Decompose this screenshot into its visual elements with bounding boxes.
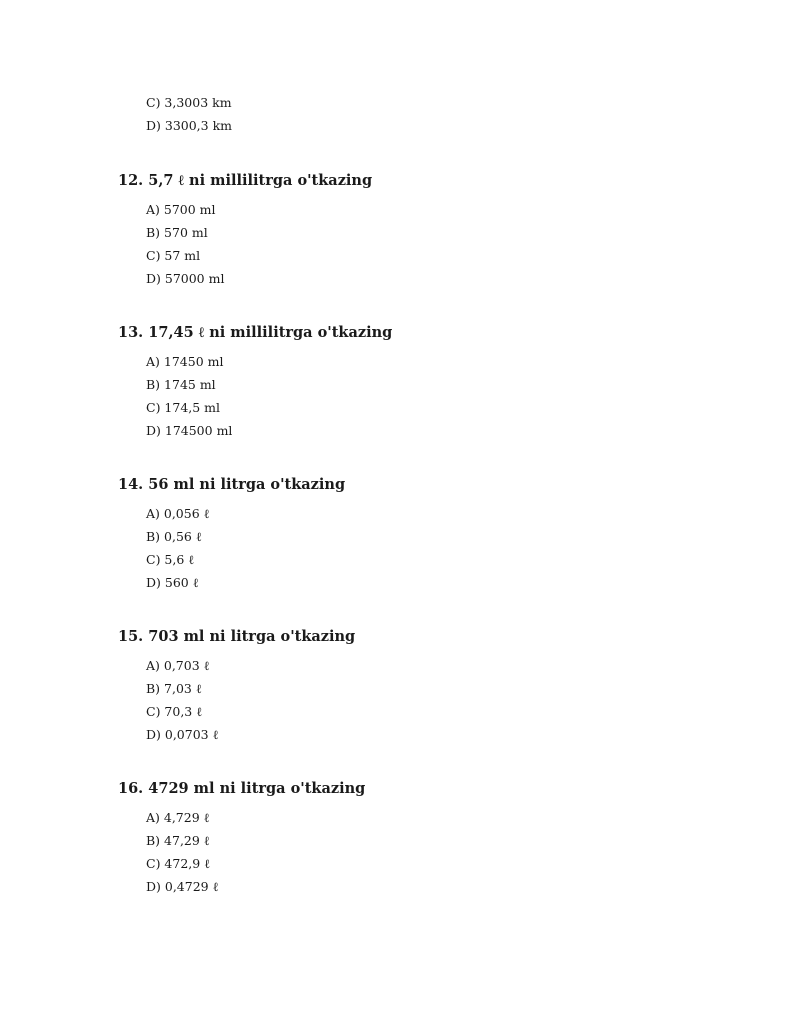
option-a: A) 5700 ml [146,202,216,217]
option-c: C) 3,3003 km [146,95,232,110]
answer-options [146,502,345,594]
option-d: D) 174500 ml [146,423,233,438]
previous-question-options [146,91,232,137]
answer-options [146,350,392,442]
option-c: C) 70,3 ℓ [146,704,203,719]
option-d: D) 560 ℓ [146,575,199,590]
option-a: A) 0,056 ℓ [146,506,210,521]
option-c: C) 472,9 ℓ [146,856,211,871]
option-a: A) 4,729 ℓ [146,810,210,825]
question-13 [118,322,392,442]
option-d: D) 0,0703 ℓ [146,727,219,742]
question-title: 16. 4729 ml ni litrga o'tkazing [118,780,366,797]
question-14 [118,474,345,594]
question-16 [118,778,365,898]
option-b: B) 7,03 ℓ [146,681,202,696]
option-d: D) 3300,3 km [146,118,233,133]
option-d: D) 0,4729 ℓ [146,879,219,894]
answer-options [146,806,365,898]
answer-options [146,198,372,290]
question-title: 13. 17,45 ℓ ni millilitrga o'tkazing [118,324,393,341]
option-c: C) 5,6 ℓ [146,552,195,567]
question-title: 15. 703 ml ni litrga o'tkazing [118,628,356,645]
option-a: A) 17450 ml [146,354,224,369]
option-b: B) 570 ml [146,225,208,240]
question-title: 14. 56 ml ni litrga o'tkazing [118,476,346,493]
question-12 [118,170,372,290]
question-title: 12. 5,7 ℓ ni millilitrga o'tkazing [118,172,373,189]
option-c: C) 57 ml [146,248,201,263]
option-b: B) 0,56 ℓ [146,529,202,544]
option-d: D) 57000 ml [146,271,225,286]
answer-options [146,654,355,746]
option-a: A) 0,703 ℓ [146,658,210,673]
option-b: B) 47,29 ℓ [146,833,210,848]
question-15 [118,626,355,746]
option-b: B) 1745 ml [146,377,216,392]
option-c: C) 174,5 ml [146,400,221,415]
